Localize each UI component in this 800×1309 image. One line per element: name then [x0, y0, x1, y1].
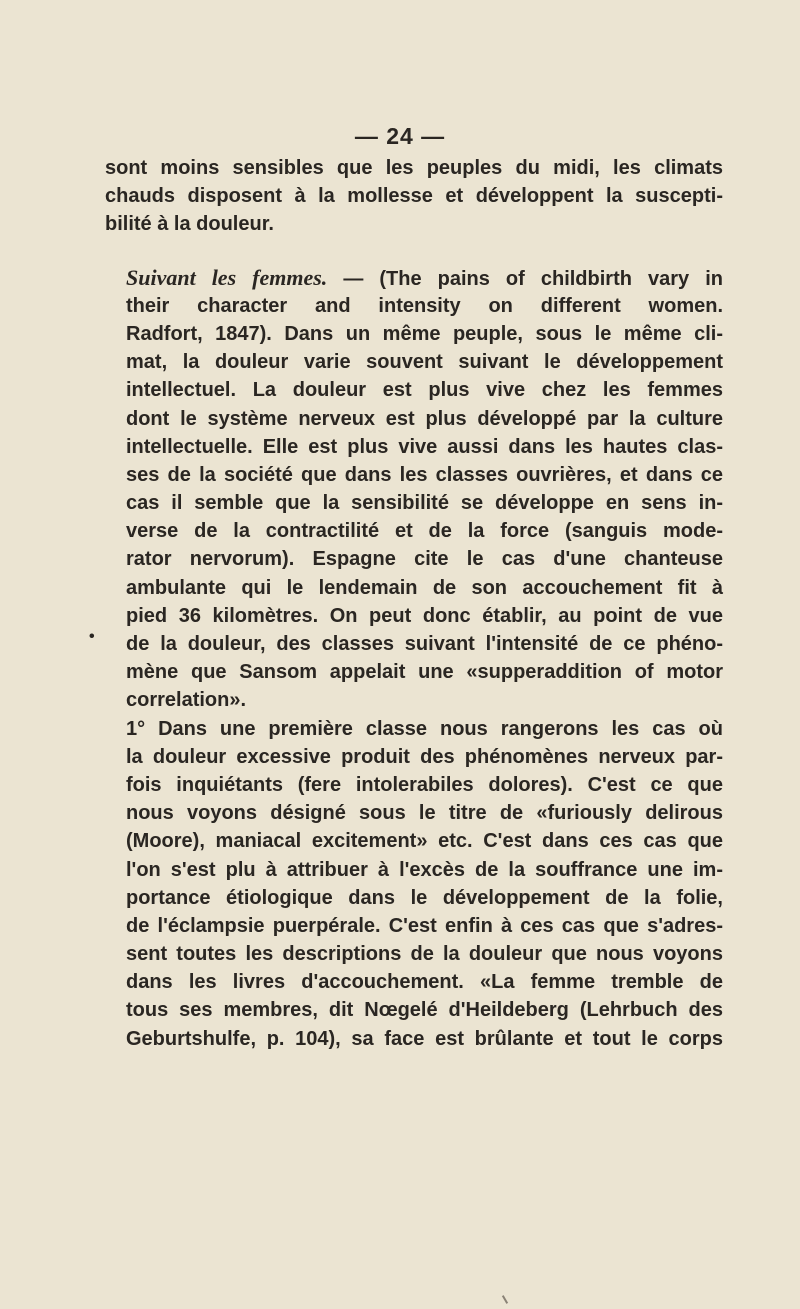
text-line: 1° Dans une première classe nous rangerons les cas où — [126, 717, 723, 740]
text-fragment: — (The pains of childbirth vary in — [327, 267, 723, 290]
text-line: tous ses membres, dit Nœgelé d'Heildeberg (Lehrbuch des — [126, 999, 723, 1022]
text-line: de la douleur, des classes suivant l'intensité de ce phéno- — [126, 633, 723, 655]
text-line: intellectuel. La douleur est plus vive chez les femmes — [126, 379, 723, 402]
paragraph-3 — [105, 715, 723, 1053]
text-line: dont le système nerveux est plus développé par la culture — [126, 407, 723, 430]
text-line: bilité à la douleur. — [105, 213, 274, 236]
text-line: chauds disposent à la mollesse et développent la suscepti- — [105, 185, 723, 208]
text-line: fois inquiétants (fere intolerabiles dolores). C'est ce que — [126, 773, 723, 796]
text-line: ambulante qui le lendemain de son accouchement fit à — [126, 576, 723, 599]
text-line: verse de la contractilité et de la force (sanguis mode- — [126, 520, 723, 543]
text-line: ses de la société que dans les classes ouvrières, et dans ce — [126, 463, 723, 486]
text-line: correlation». — [126, 689, 247, 712]
text-line: (Moore), maniacal excitement» etc. C'est dans ces cas que — [126, 830, 723, 853]
text-line: nous voyons désigné sous le titre de «furiously delirous — [126, 802, 723, 825]
section-heading: Suivant les femmes. — [126, 264, 328, 290]
text-line: pied 36 kilomètres. On peut donc établir, au point de vue — [126, 604, 723, 627]
text-line: sont moins sensibles que les peuples du midi, les climats — [105, 157, 723, 179]
paragraph-1 — [105, 154, 723, 239]
text-line: mène que Sansom appelait une «supperaddition of motor — [126, 661, 723, 684]
text-line: cas il semble que la sensibilité se développe en sens in- — [126, 492, 723, 515]
text-line: intellectuelle. Elle est plus vive aussi dans les hautes clas- — [126, 435, 723, 458]
text-line: la douleur excessive produit des phénomènes nerveux par- — [126, 745, 723, 768]
text-line: l'on s'est plu à attribuer à l'excès de la souffrance une im- — [126, 858, 723, 881]
text-line — [105, 264, 723, 292]
page-number: — 24 — — [354, 123, 446, 149]
text-line: portance étiologique dans le développement de la folie, — [126, 886, 723, 909]
text-line: mat, la douleur varie souvent suivant le développement — [126, 351, 723, 374]
text-line: dans les livres d'accouchement. «La femme tremble de — [126, 971, 723, 994]
text-line: rator nervorum). Espagne cite le cas d'une chanteuse — [126, 548, 723, 571]
text-line: Radfort, 1847). Dans un même peuple, sous le même cli- — [126, 322, 723, 345]
text-line: sent toutes les descriptions de la douleur que nous voyons — [126, 943, 723, 966]
paragraph-2 — [105, 264, 723, 715]
text-line: de l'éclampsie puerpérale. C'est enfin à ces cas que s'adres- — [126, 914, 723, 937]
paper-speck — [502, 1295, 508, 1304]
text-line: their character and intensity on different women. — [126, 294, 723, 317]
body-text — [105, 154, 723, 1053]
margin-mark: • — [89, 628, 95, 645]
text-line: Geburtshulfe, p. 104), sa face est brûlante et tout le corps — [126, 1027, 723, 1050]
